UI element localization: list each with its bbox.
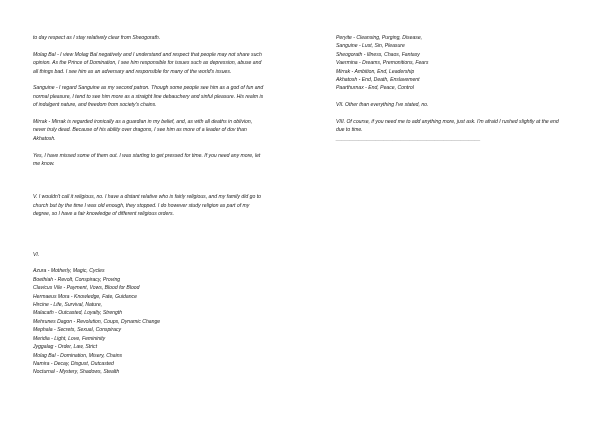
daedra-list-right	[336, 34, 562, 93]
answer-v: V. I wouldn't call it religious, no. I have a distant relative who is fairly religious, and my family did go to church but by the time I was old enough, they stopped. I do however study religion as part of my degree, so I have a fair knowledge of different religious orders.	[33, 194, 261, 218]
molag-bal-paragraph: Molag Bal - I view Molag Bal negatively and I understand and respect that people may not share such opinion. As the Prince of Domination, I see him responsible for issues such as depression, abuse and all things bad. I see him as an adversary and responsible for many of the world's issues.	[33, 51, 262, 75]
list-item: Vaermina - Dreams, Premonitions, Fears	[336, 60, 429, 67]
mirrak-paragraph: Mirrak - Mirrak is regarded ironically as a guardian in my belief, and, as with all deaths in oblivion, never truly dead. Because of his ability over dragons, I see him as more of a leader of dov than Akhatosh.	[33, 119, 253, 142]
list-item: Clavicus Vile - Payment, Vows, Blood for Blood	[33, 285, 140, 292]
list-item: Mirrak - Ambition, End, Leadership	[336, 68, 415, 75]
list-item: Boethiah - Revolt, Conspiracy, Proving	[33, 276, 121, 283]
list-item: Sheogorath - Illness, Chaos, Fantasy	[336, 51, 420, 58]
list-item: Peryite - Cleansing, Purging, Disease,	[336, 35, 423, 41]
list-item: Paarthurnax - End, Peace, Control	[336, 85, 414, 92]
list-item: Jyggalag - Order, Law, Strict	[33, 344, 97, 351]
daedra-list-left	[33, 267, 265, 376]
list-item: Akhatosh - End, Death, Enslavement	[336, 77, 420, 84]
answer-viii: VIII. Of course, if you need me to add anything more, just ask. I'm afraid I rushed slightly at the end due to time.	[336, 119, 559, 134]
sanguine-paragraph: Sanguine - I regard Sanguine as my second patron. Though some people see him as a god of fun and normal pleasure, I tend to see him more as a straight line debauchery and sinful pleasure. His realm is of indulgent nature, and freedom from society's chains.	[33, 85, 264, 109]
list-item: Hermaeus Mora - Knowledge, Fate, Guidance	[33, 293, 137, 300]
list-item: Namira - Decay, Disgust, Outcasted	[33, 360, 114, 367]
list-item: Mephala - Secrets, Sexual, Conspiracy	[33, 327, 122, 334]
left-column	[33, 34, 265, 377]
list-item: Sanguine - Lust, Sin, Pleasure	[336, 43, 405, 50]
answer-vi-heading: VI.	[33, 251, 40, 258]
list-item: Molag Bal - Domination, Misery, Chains	[33, 352, 123, 359]
answer-vii: VII. Other than everything I've stated, no.	[336, 102, 429, 109]
list-item: Meridia - Light, Love, Femininity	[33, 335, 106, 342]
right-column	[336, 34, 562, 143]
list-item: Nocturnal - Mystery, Shadows, Stealth	[33, 369, 120, 376]
list-item: Malacath - Outcasted, Loyalty, Strength	[33, 310, 123, 317]
missed-paragraph: Yes, I have missed some of them out. I was starting to get pressed for time. If you need any more, let me know.	[33, 152, 261, 168]
list-item: Mehrunes Dagon - Revolution, Coups, Dynamic Change	[33, 318, 161, 325]
intro-paragraph: to day respect as I stay relatively clear from Sheogorath.	[33, 35, 161, 41]
list-item: Hircine - Life, Survival, Nature,	[33, 302, 103, 309]
closing-rule: ___________________________________________________	[336, 135, 481, 142]
list-item: Azura - Motherly, Magic, Cycles	[33, 268, 105, 275]
